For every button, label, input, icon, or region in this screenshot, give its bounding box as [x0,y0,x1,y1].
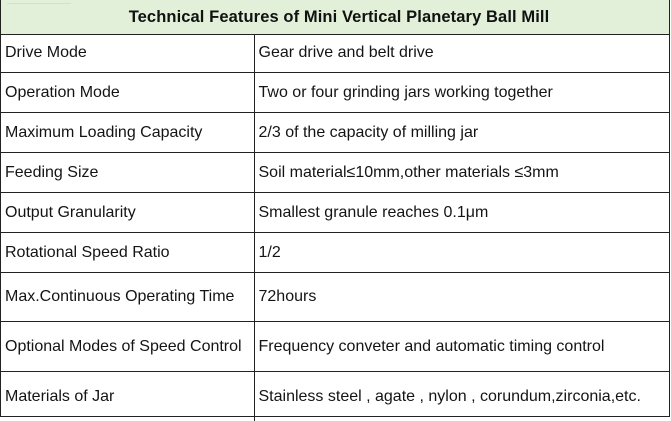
table-row [1,273,669,322]
table-row [1,113,669,153]
row-label-speed-control: Optional Modes of Speed Control [1,322,254,372]
table-row [1,193,669,233]
table-title: Technical Features of Mini Vertical Planetary Ball Mill [121,8,550,27]
row-value-jar-materials: Stainless steel , agate , nylon , corundum,zirconia,etc. [254,372,669,421]
row-value-operation-mode: Two or four grinding jars working together [254,73,669,113]
table-row [1,372,669,421]
row-label-output-granularity: Output Granularity [1,193,254,233]
table-row [1,34,669,73]
corner-mark [7,0,71,4]
row-label-max-loading: Maximum Loading Capacity [1,113,254,153]
row-label-jar-materials: Materials of Jar [1,372,254,421]
row-label-speed-ratio: Rotational Speed Ratio [1,233,254,273]
table-row [1,73,669,113]
table-row [1,233,669,273]
table-row [1,153,669,193]
table-row [1,322,669,372]
row-value-operating-time: 72hours [254,273,669,322]
title-band [1,0,669,35]
row-value-feeding-size: Soil material≤10mm,other materials ≤3mm [254,153,669,193]
row-value-speed-ratio: 1/2 [254,233,669,273]
row-value-output-granularity: Smallest granule reaches 0.1μm [254,193,669,233]
row-label-drive-mode: Drive Mode [1,34,254,73]
row-value-speed-control: Frequency conveter and automatic timing control [254,322,669,372]
spec-table [1,34,669,421]
row-label-feeding-size: Feeding Size [1,153,254,193]
row-label-operating-time: Max.Continuous Operating Time [1,273,254,322]
row-label-operation-mode: Operation Mode [1,73,254,113]
row-value-max-loading: 2/3 of the capacity of milling jar [254,113,669,153]
row-value-drive-mode: Gear drive and belt drive [254,34,669,73]
